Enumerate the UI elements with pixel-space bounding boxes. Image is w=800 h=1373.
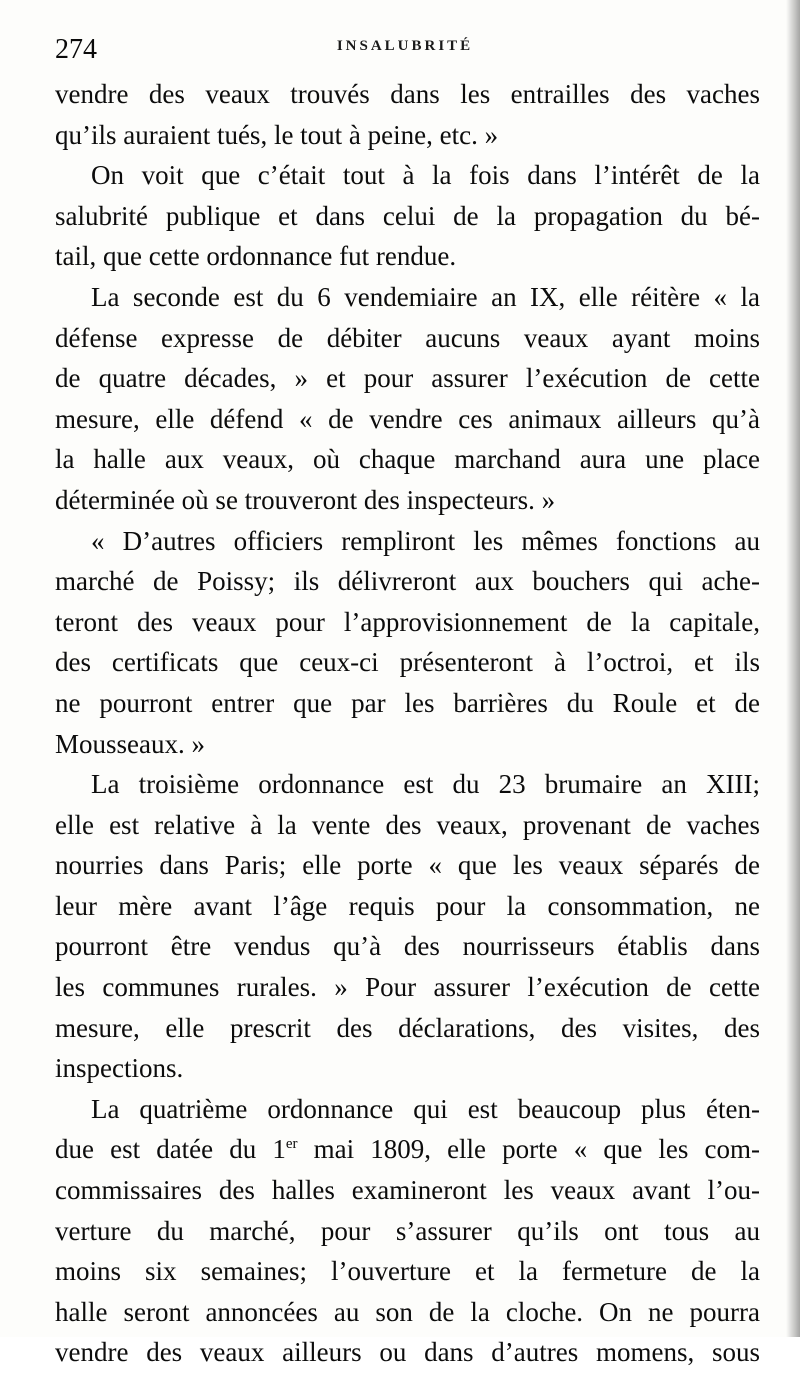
text-line: halle seront annoncées au son de la cloche. On ne pourra — [55, 1296, 760, 1327]
body-text — [55, 74, 760, 1373]
text-line: vendre des veaux ailleurs ou dans d’autres momens, sous — [55, 1337, 760, 1368]
text-line: elle est relative à la vente des veaux, provenant de vaches — [55, 809, 760, 840]
text-line: mesure, elle défend « de vendre ces animaux ailleurs qu’à — [55, 403, 760, 434]
page-number: 274 — [55, 34, 97, 65]
ordinal-superscript: er — [285, 1136, 298, 1153]
text-line: leur mère avant l’âge requis pour la consommation, ne — [55, 890, 760, 921]
text-line: vendre des veaux trouvés dans les entrailles des vaches — [55, 79, 760, 109]
text-line: La troisième ordonnance est du 23 brumaire an XIII; — [91, 769, 760, 800]
text-line: marché de Poissy; ils délivreront aux bouchers qui ache- — [55, 566, 760, 597]
text-line: la halle aux veaux, où chaque marchand aura une place — [55, 444, 760, 475]
text-line-with-superscript — [55, 1129, 760, 1170]
text-line: des certificats que ceux-ci présenteront à l’octroi, et ils — [55, 647, 760, 678]
text-line: La seconde est du 6 vendemiaire an IX, elle réitère « la — [91, 281, 760, 312]
text-line: défense expresse de débiter aucuns veaux ayant moins — [55, 322, 760, 353]
page-header — [55, 28, 755, 68]
text-line: salubrité publique et dans celui de la propagation du bé- — [55, 200, 760, 231]
text-line: commissaires des halles examineront les veaux avant l’ou- — [55, 1175, 760, 1206]
text-line: déterminée où se trouveront des inspecteurs. » — [55, 484, 556, 515]
page-edge-shadow — [786, 0, 800, 1337]
text-line: La quatrième ordonnance qui est beaucoup plus éten- — [91, 1093, 760, 1124]
text-line: teront des veaux pour l’approvisionnement de la capitale, — [55, 606, 760, 637]
text-line: On voit que c’était tout à la fois dans l’intérêt de la — [91, 160, 760, 191]
text-line: tail, que cette ordonnance fut rendue. — [55, 241, 457, 272]
running-head: INSALUBRITÉ — [336, 38, 474, 54]
text-line: qu’ils auraient tués, le tout à peine, etc. » — [55, 119, 499, 150]
text-line: « D’autres officiers rempliront les mêmes fonctions au — [91, 525, 760, 556]
text-line: Mousseaux. » — [55, 728, 205, 759]
text-line: ne pourront entrer que par les barrières du Roule et de — [55, 687, 760, 718]
text-line: de quatre décades, » et pour assurer l’exécution de cette — [55, 363, 760, 394]
text-line: les communes rurales. » Pour assurer l’exécution de cette — [55, 972, 760, 1003]
text-line: mesure, elle prescrit des déclarations, des visites, des — [55, 1012, 760, 1043]
line-end: mai 1809, elle porte « que les com- — [297, 1134, 760, 1165]
text-line: nourries dans Paris; elle porte « que les veaux séparés de — [55, 850, 760, 881]
text-line: moins six semaines; l’ouverture et la fermeture de la — [55, 1256, 760, 1287]
text-line: inspections. — [55, 1053, 184, 1084]
text-line: pourront être vendus qu’à des nourrisseurs établis dans — [55, 931, 760, 962]
text-line: verture du marché, pour s’assurer qu’ils ont tous au — [55, 1215, 760, 1246]
line-start: due est datée du 1 — [55, 1134, 286, 1165]
